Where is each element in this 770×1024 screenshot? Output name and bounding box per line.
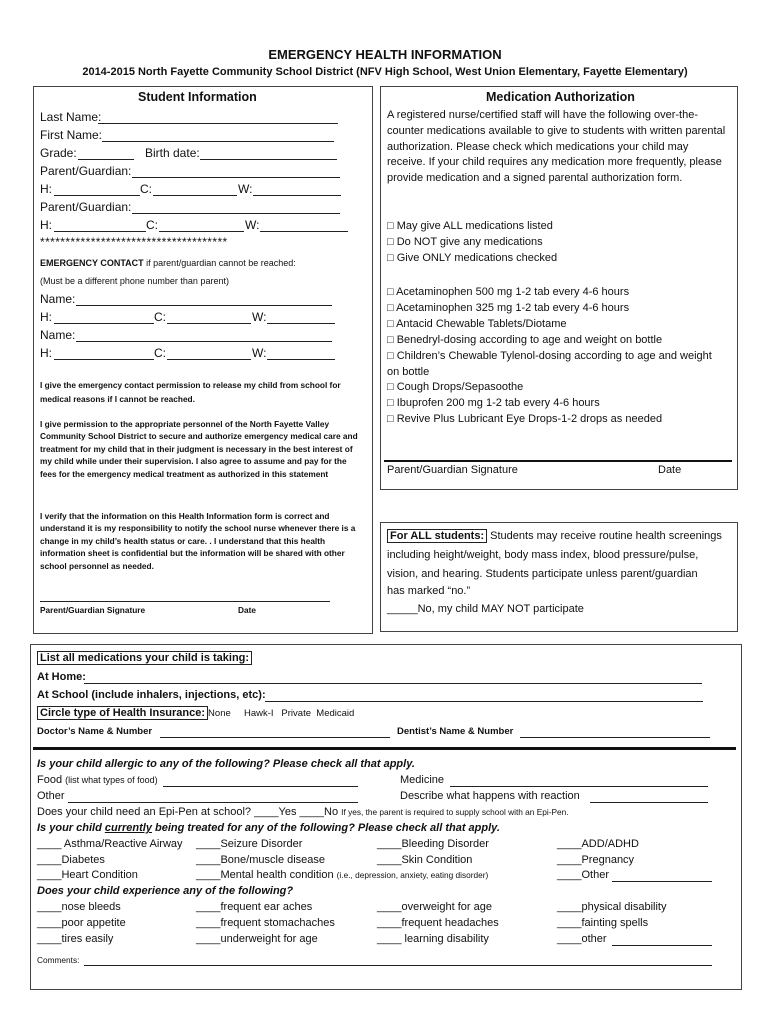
ec-name-field[interactable] (76, 305, 332, 306)
epipen-note: If yes, the parent is required to supply school with an Epi-Pen. (341, 807, 569, 817)
at-home-label: At Home: (37, 671, 86, 683)
student-info-heading: Student Information (138, 90, 257, 104)
verify-statement: I verify that the information on this Health Information form is correct and understand it is my responsibility to notify the school nurse whenever there is a change in my child’s health status or care. . I understand that this health information sheet is confidential but the information will be shared with other school personnel as needed. (40, 511, 356, 571)
exp-physical-disability[interactable]: ____physical disability (557, 901, 667, 913)
first-name-field[interactable] (102, 141, 334, 142)
parent-guardian-2-field[interactable] (132, 213, 340, 214)
med-eye-drops[interactable]: □ Revive Plus Lubricant Eye Drops-1-2 drops as needed (387, 413, 663, 425)
screening-line-2: including height/weight, body mass index, blood pressure/pulse, (387, 549, 699, 561)
screening-line-1 (387, 530, 722, 542)
other-allergy-field[interactable] (68, 802, 358, 803)
cond-mental-health[interactable]: ____Mental health condition (196, 869, 334, 881)
parent-guardian-2-label: Parent/Guardian: (40, 200, 132, 214)
med-option-checked[interactable]: □ Give ONLY medications checked (387, 252, 558, 264)
medication-intro: A registered nurse/certified staff will have the following over-the-counter medications available to give to students with written parental authorization. Please check which medications your child may receive. If your child requires any medication more frequently, please provide medication and a signed parental authorization form. (387, 109, 726, 185)
page-subtitle: 2014-2015 North Fayette Community School District (NFV High School, West Union Elementary, Fayette Elementary) (82, 66, 688, 78)
med-childrens-tylenol[interactable]: □ Children’s Chewable Tylenol-dosing according to age and weight (387, 350, 712, 362)
at-school-field[interactable] (265, 701, 703, 702)
comments-label: Comments: (37, 955, 80, 965)
ec-cell-phone-2-field[interactable] (167, 359, 251, 360)
emergency-contact-note: (Must be a different phone number than parent) (40, 276, 229, 286)
exp-headaches[interactable]: ____frequent headaches (377, 917, 499, 929)
emergency-contact-heading (40, 258, 296, 268)
doctor-label: Doctor’s Name & Number (37, 726, 153, 737)
mental-health-note: (i.e., depression, anxiety, eating disorder) (336, 870, 489, 880)
experience-question: Does your child experience any of the following? (37, 885, 294, 897)
cell-phone-label: C: (140, 182, 152, 196)
ec-name-label: Name: (40, 292, 76, 306)
cond-diabetes[interactable]: ____Diabetes (37, 854, 105, 866)
cond-mental-health-row (196, 869, 488, 881)
screening-line-4: has marked “no.” (387, 585, 471, 597)
epipen-question[interactable]: Does your child need an Epi-Pen at school? ____Yes ____No (37, 806, 339, 818)
insurance-label: Circle type of Health Insurance: (37, 706, 208, 720)
medical-care-permission: I give permission to the appropriate personnel of the North Fayette Valley Community School District to secure and authorize emergency medical care and treatment for my child that in their judgment is necessary in the best interest of my child while under their supervision. I also agree to assume and pay for the fees for the emergency medical treatment as authorized in this statement (40, 419, 358, 479)
at-home-text: At Home (37, 671, 83, 683)
dentist-field[interactable] (520, 737, 710, 738)
ec-home-phone-field[interactable] (54, 323, 154, 324)
home-phone-label: H: (40, 182, 52, 196)
student-date-label: Date (238, 605, 256, 615)
screening-line-3: vision, and hearing. Students participate unless parent/guardian (387, 568, 698, 580)
parent-guardian-field[interactable] (132, 177, 340, 178)
ec-cell-phone-2-label: C: (154, 346, 166, 360)
cell-phone-2-label: C: (146, 218, 158, 232)
medication-heading: Medication Authorization (486, 90, 635, 104)
at-school-text: At School (include inhalers, injections, etc) (37, 689, 262, 701)
insurance-options[interactable]: None Hawk-I Private Medicaid (208, 708, 355, 719)
exp-ear-aches[interactable]: ____frequent ear aches (196, 901, 313, 913)
food-field[interactable] (163, 786, 358, 787)
insurance-row (37, 707, 354, 719)
cond-bleeding[interactable]: ____Bleeding Disorder (377, 838, 489, 850)
exp-fainting[interactable]: ____fainting spells (557, 917, 649, 929)
medication-signature-line[interactable] (384, 460, 732, 462)
ec-work-phone-2-field[interactable] (267, 359, 335, 360)
screening-optout[interactable]: _____No, my child MAY NOT participate (387, 603, 584, 615)
emergency-contact-rest: if parent/guardian cannot be reached: (143, 258, 296, 268)
medicine-label: Medicine (400, 774, 445, 786)
med-option-none[interactable]: □ Do NOT give any medications (387, 236, 543, 248)
list-meds-label: List all medications your child is taking: (37, 651, 252, 665)
comments-field[interactable] (84, 965, 712, 966)
last-name-field[interactable] (98, 123, 338, 124)
home-phone-2-field[interactable] (54, 231, 146, 232)
allergy-question: Is your child allergic to any of the following? Please check all that apply. (37, 758, 415, 770)
cond-seizure[interactable]: ____Seizure Disorder (196, 838, 303, 850)
food-label-row (37, 774, 158, 786)
screening-label: For ALL students: (387, 529, 487, 543)
med-cough-drops[interactable]: □ Cough Drops/Sepasoothe (387, 381, 524, 393)
exp-underweight[interactable]: ____underweight for age (196, 933, 318, 945)
cell-phone-2-field[interactable] (159, 231, 244, 232)
med-acetaminophen-325[interactable]: □ Acetaminophen 325 mg 1-2 tab every 4-6 hours (387, 302, 630, 314)
work-phone-field[interactable] (253, 195, 341, 196)
screening-line-1-text: Students may receive routine health screenings (487, 530, 722, 542)
exp-other-field[interactable] (612, 945, 712, 946)
cond-pregnancy[interactable]: ____Pregnancy (557, 854, 635, 866)
ec-name-2-field[interactable] (76, 341, 332, 342)
ec-home-phone-label: H: (40, 310, 52, 324)
treated-question (37, 822, 500, 834)
emergency-contact-label: EMERGENCY CONTACT (40, 258, 144, 268)
med-antacid[interactable]: □ Antacid Chewable Tablets/Diotame (387, 318, 567, 330)
cond-bone-muscle[interactable]: ____Bone/muscle disease (196, 854, 326, 866)
home-phone-2-label: H: (40, 218, 52, 232)
birth-date-field[interactable] (200, 159, 337, 160)
ec-home-phone-2-label: H: (40, 346, 52, 360)
food-label: Food (37, 774, 63, 786)
home-phone-field[interactable] (54, 195, 140, 196)
grade-field[interactable] (78, 159, 134, 160)
work-phone-label: W: (238, 182, 253, 196)
treated-post: being treated for any of the following? Please check all that apply. (151, 822, 500, 834)
food-note: (list what types of food) (65, 775, 158, 785)
ec-work-phone-2-label: W: (252, 346, 267, 360)
parent-guardian-label: Parent/Guardian: (40, 164, 132, 178)
cond-skin[interactable]: ____Skin Condition (377, 854, 473, 866)
exp-nose-bleeds[interactable]: ____nose bleeds (37, 901, 121, 913)
medicine-allergy-field[interactable] (450, 786, 708, 787)
cond-adhd[interactable]: ____ADD/ADHD (557, 838, 639, 850)
exp-tires-easily[interactable]: ____tires easily (37, 933, 114, 945)
medication-signature-label: Parent/Guardian Signature (387, 464, 518, 476)
grade-label: Grade: (40, 146, 77, 160)
list-meds-heading (37, 652, 252, 664)
describe-reaction-label: Describe what happens with reaction (400, 790, 580, 802)
ec-work-phone-field[interactable] (267, 323, 335, 324)
med-ibuprofen[interactable]: □ Ibuprofen 200 mg 1-2 tab every 4-6 hours (387, 397, 600, 409)
student-signature-label: Parent/Guardian Signature (40, 605, 146, 615)
med-option-all[interactable]: □ May give ALL medications listed (387, 220, 553, 232)
epipen-row (37, 806, 569, 818)
ec-cell-phone-label: C: (154, 310, 166, 324)
student-signature-line[interactable] (40, 601, 330, 602)
cond-heart[interactable]: ____Heart Condition (37, 869, 138, 881)
med-benedryl[interactable]: □ Benedryl-dosing according to age and weight on bottle (387, 334, 663, 346)
exp-poor-appetite[interactable]: ____poor appetite (37, 917, 126, 929)
other-allergy-label: Other (37, 790, 65, 802)
doctor-field[interactable] (160, 737, 390, 738)
exp-learning-disability[interactable]: ____ learning disability (377, 933, 489, 945)
exp-overweight[interactable]: ____overweight for age (377, 901, 492, 913)
medication-date-label: Date (658, 464, 682, 476)
section-divider (33, 747, 736, 750)
at-home-field[interactable] (84, 683, 702, 684)
cond-asthma[interactable]: ____ Asthma/Reactive Airway (37, 838, 183, 850)
ec-cell-phone-field[interactable] (167, 323, 251, 324)
dentist-label: Dentist’s Name & Number (397, 726, 514, 737)
ec-name-2-label: Name: (40, 328, 76, 342)
ec-home-phone-2-field[interactable] (54, 359, 154, 360)
last-name-label: Last Name: (40, 110, 102, 124)
at-school-label: At School (include inhalers, injections, etc): (37, 689, 266, 701)
exp-other[interactable]: ____other (557, 933, 607, 945)
exp-stomachaches[interactable]: ____frequent stomachaches (196, 917, 335, 929)
cell-phone-field[interactable] (153, 195, 237, 196)
birth-date-label: Birth date: (145, 146, 200, 160)
emergency-release-permission: I give the emergency contact permission to release my child from school for medical reasons if I cannot be reached. (40, 380, 341, 404)
ec-work-phone-label: W: (252, 310, 267, 324)
med-childrens-tylenol-cont: on bottle (387, 366, 430, 378)
describe-reaction-field[interactable] (590, 802, 708, 803)
cond-other-field[interactable] (612, 881, 712, 882)
cond-other[interactable]: ____Other (557, 869, 609, 881)
treated-currently: currently (104, 822, 152, 834)
divider-stars: ************************************* (40, 235, 228, 249)
work-phone-2-field[interactable] (260, 231, 348, 232)
page-title: EMERGENCY HEALTH INFORMATION (268, 47, 502, 62)
med-acetaminophen-500[interactable]: □ Acetaminophen 500 mg 1-2 tab every 4-6 hours (387, 286, 630, 298)
work-phone-2-label: W: (245, 218, 260, 232)
first-name-label: First Name: (40, 128, 103, 142)
treated-pre: Is your child (37, 822, 105, 834)
